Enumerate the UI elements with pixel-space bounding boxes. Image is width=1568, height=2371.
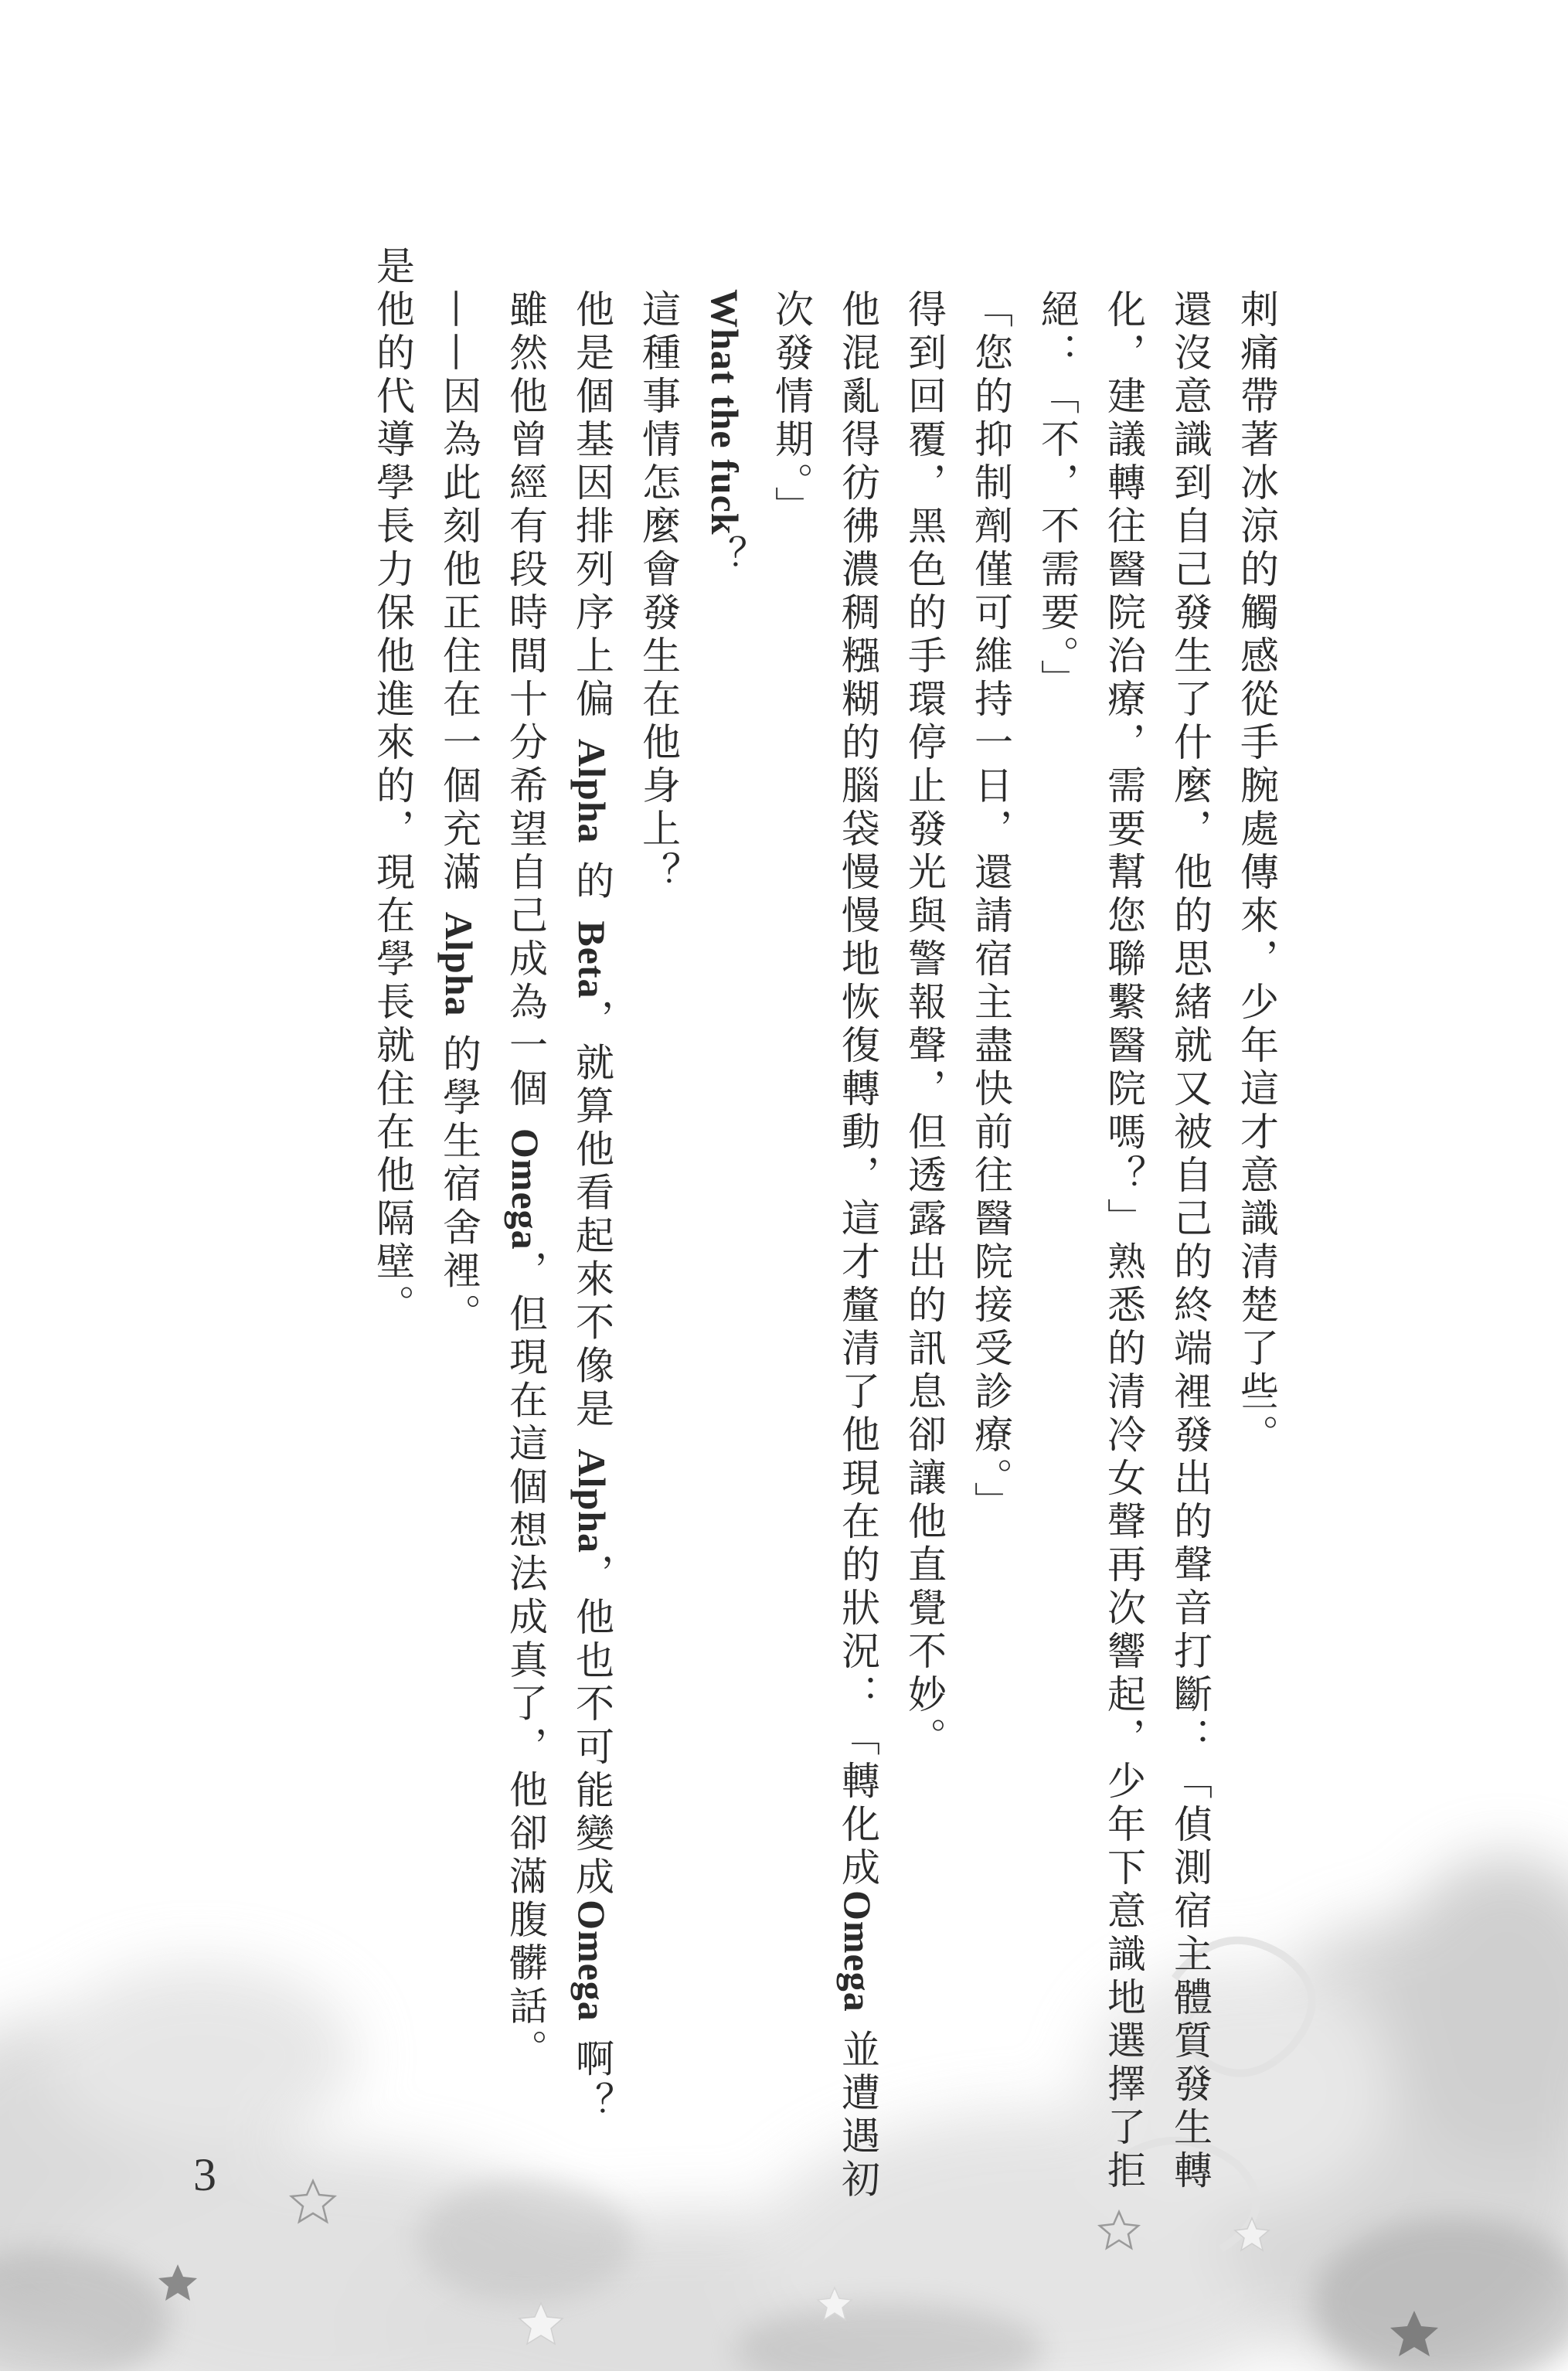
paragraph [692, 246, 758, 2240]
text-run: 他是個基因排列序上偏 [570, 289, 614, 739]
body-text [359, 246, 1290, 2240]
page-number: 3 [193, 2149, 216, 2200]
paragraph [957, 246, 1024, 2240]
paragraph [891, 246, 957, 2240]
latin-word: Omega [570, 1900, 614, 2022]
paragraph [559, 246, 625, 2240]
paragraph [1024, 246, 1223, 2240]
text-run: 的 [570, 843, 614, 921]
text-run: 啊？ [570, 2021, 614, 2125]
latin-word: Alpha [570, 1448, 614, 1554]
text-run: 「您的抑制劑僅可維持一日，還請宿主盡快前往醫院接受診療。」 [968, 289, 1013, 1525]
text-run: 雖然他曾經有段時間十分希望自己成為一個 [503, 289, 548, 1128]
text-run: 並遭遇初次發情期。」 [769, 289, 880, 2203]
text-run: ——因為此刻他正住在一個充滿 [437, 289, 481, 912]
paragraph [1223, 246, 1290, 2240]
text-run: ？ [702, 535, 747, 579]
latin-word: Alpha [437, 911, 481, 1017]
text-run: 得到回覆，黑色的手環停止發光與警報聲，但透露出的訊息卻讓他直覺不妙。 [902, 289, 947, 1760]
text-run: ，就算他看起來不像是 [570, 998, 614, 1449]
text-run: 的學生宿舍裡。 [437, 1016, 481, 1337]
text-run: 這種事情怎麼會發生在他身上？ [636, 289, 681, 895]
latin-word: Omega [504, 1128, 547, 1250]
latin-word: Alpha [570, 738, 614, 844]
text-run: 他混亂得彷彿濃稠糨糊的腦袋慢慢地恢復轉動，這才釐清了他現在的狀況：「轉化成 [835, 289, 880, 1890]
paragraph [758, 246, 891, 2240]
text-run: 還沒意識到自己發生了什麼，他的思緒就又被自己的終端裡發出的聲音打斷：「偵測宿主體質發生轉化，建議轉往醫院治療，需要幫您聯繫醫院嗎？」熟悉的清冷女聲再次響起，少年下意識地選擇了拒絕：「不，不需要。」 [1035, 289, 1213, 2193]
latin-word: Beta [570, 920, 614, 999]
text-run: 是他的代導學長力保他進來的，現在學長就住在他隔壁。 [370, 246, 415, 1328]
paragraph [625, 246, 692, 2240]
paragraph [492, 246, 559, 2240]
latin-word: What the fuck [703, 289, 747, 536]
text-run: 刺痛帶著冰涼的觸感從手腕處傳來，少年這才意識清楚了些。 [1234, 289, 1279, 1458]
latin-word: Omega [836, 1890, 879, 2012]
text-run: ，但現在這個想法成真了，他卻滿腹髒話。 [503, 1250, 548, 2073]
text-run: ，他也不可能變成 [570, 1553, 614, 1900]
paragraph [359, 246, 426, 2240]
paragraph [426, 246, 492, 2240]
